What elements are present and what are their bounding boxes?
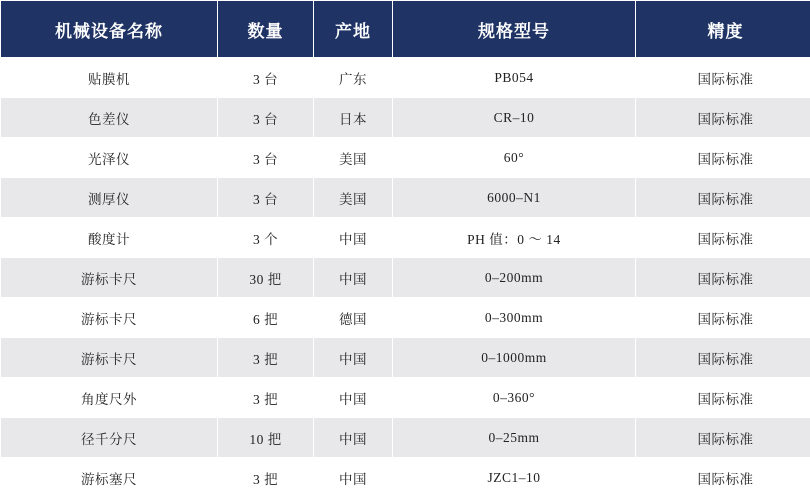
cell-name: 游标卡尺 [1,298,218,338]
cell-name: 光泽仪 [1,138,218,178]
table-row [1,418,810,458]
header-cell-quantity: 数量 [218,1,314,58]
cell-quantity: 30 把 [218,258,314,298]
cell-origin: 广东 [314,58,393,98]
header-cell-accuracy: 精度 [636,1,810,58]
cell-spec: CR–10 [393,98,636,138]
table-row [1,218,810,258]
table-header [1,1,810,58]
cell-spec: 0–300mm [393,298,636,338]
table-row [1,298,810,338]
cell-name: 游标塞尺 [1,458,218,498]
cell-spec: 6000–N1 [393,178,636,218]
cell-name: 酸度计 [1,218,218,258]
header-cell-origin: 产地 [314,1,393,58]
header-cell-spec: 规格型号 [393,1,636,58]
cell-spec: 0–360° [393,378,636,418]
cell-accuracy: 国际标准 [636,98,810,138]
cell-quantity: 3 台 [218,138,314,178]
cell-name: 色差仪 [1,98,218,138]
cell-quantity: 10 把 [218,418,314,458]
cell-origin: 美国 [314,138,393,178]
cell-accuracy: 国际标准 [636,418,810,458]
cell-accuracy: 国际标准 [636,458,810,498]
cell-spec: PH 值：0 ～ 14 [393,218,636,258]
cell-accuracy: 国际标准 [636,138,810,178]
cell-quantity: 3 台 [218,178,314,218]
table-row [1,378,810,418]
cell-quantity: 6 把 [218,298,314,338]
table-row [1,98,810,138]
table-row [1,138,810,178]
table-row [1,458,810,498]
cell-spec: JZC1–10 [393,458,636,498]
table-row [1,58,810,98]
cell-quantity: 3 把 [218,378,314,418]
cell-origin: 中国 [314,338,393,378]
cell-quantity: 3 把 [218,338,314,378]
cell-name: 贴膜机 [1,58,218,98]
cell-origin: 中国 [314,458,393,498]
table-row [1,258,810,298]
cell-quantity: 3 把 [218,458,314,498]
header-cell-name: 机械设备名称 [1,1,218,58]
table-row [1,338,810,378]
cell-origin: 美国 [314,178,393,218]
table-body [1,58,810,498]
cell-origin: 中国 [314,218,393,258]
cell-quantity: 3 个 [218,218,314,258]
cell-origin: 德国 [314,298,393,338]
cell-spec: 60° [393,138,636,178]
cell-name: 测厚仪 [1,178,218,218]
cell-origin: 中国 [314,378,393,418]
cell-quantity: 3 台 [218,98,314,138]
cell-accuracy: 国际标准 [636,298,810,338]
cell-spec: 0–25mm [393,418,636,458]
cell-quantity: 3 台 [218,58,314,98]
table-row [1,178,810,218]
cell-name: 径千分尺 [1,418,218,458]
cell-origin: 中国 [314,258,393,298]
cell-accuracy: 国际标准 [636,58,810,98]
cell-spec: 0–1000mm [393,338,636,378]
cell-name: 角度尺外 [1,378,218,418]
cell-accuracy: 国际标准 [636,218,810,258]
cell-accuracy: 国际标准 [636,338,810,378]
cell-accuracy: 国际标准 [636,378,810,418]
cell-name: 游标卡尺 [1,258,218,298]
cell-origin: 中国 [314,418,393,458]
cell-name: 游标卡尺 [1,338,218,378]
cell-accuracy: 国际标准 [636,178,810,218]
cell-origin: 日本 [314,98,393,138]
cell-spec: PB054 [393,58,636,98]
cell-spec: 0–200mm [393,258,636,298]
header-row [1,1,810,58]
cell-accuracy: 国际标准 [636,258,810,298]
